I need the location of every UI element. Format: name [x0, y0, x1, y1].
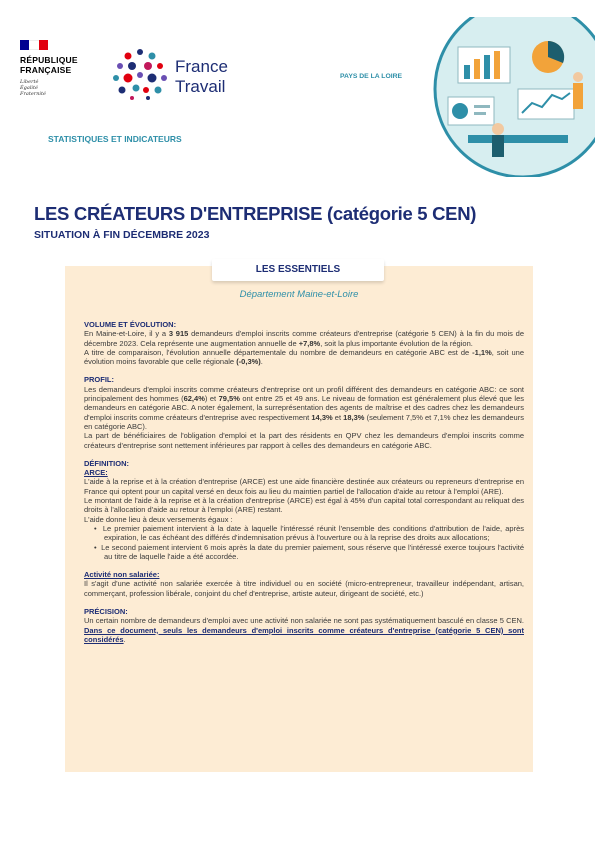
- arce-label: ARCE:: [84, 468, 108, 478]
- arce-paragraph-1: L'aide à la reprise et à la création d'entreprise (ARCE) est une aide financière destinée aux créateurs ou repreneurs d'entreprise en France qui optent pour un capital versé en deux fois au lieu du maintien partiel de l'allocation d'aide au retour à l'emploi (ARE).: [84, 477, 524, 496]
- essentials-tab: [212, 259, 384, 281]
- page-title: LES CRÉATEURS D'ENTREPRISE (catégorie 5 CEN): [34, 203, 477, 224]
- rf-motto: Liberté Égalité Fraternité: [20, 79, 46, 97]
- precision-emphasis: Dans ce document, seuls les demandeurs d'emploi inscrits comme créateurs d'entreprise (catégorie 5 CEN) sont considérés: [84, 625, 524, 644]
- arce-paragraph-2: Le montant de l'aide à la reprise et à la création d'entreprise (ARCE) est égal à 45% d'un capital total correspondant au reliquat des droits à l'allocation d'aide au retour à l'emploi (ARE) restant.: [84, 496, 524, 515]
- profil-paragraph-1: Les demandeurs d'emploi inscrits comme créateurs d'entreprise ont un profil différent des demandeurs en catégorie ABC: ce sont principalement des hommes (62,4%) et 79,5% ont entre 25 et 49 ans. Le niveau de formation est généralement plus élevé que les demandeurs en catégorie ABC. A noter également, la surreprésentation des agents de maîtrise et des cadres chez les demandeurs d'emploi inscrits comme créateurs d'entreprise avec respectivement 14,3% et 18,3% (seulement 7,5% et 7,1% chez les demandeurs en catégorie ABC).: [84, 384, 525, 431]
- precision-heading: PRÉCISION:: [84, 607, 128, 617]
- activite-label: Activité non salariée:: [84, 570, 160, 580]
- arce-bullet-2: • Le second paiement intervient 6 mois après la date du premier paiement, sous réserve que l'intéressé exerce toujours l'activité au titre de laquelle l'aide a été accordée.: [94, 542, 524, 561]
- arce-bullet-1: • Le premier paiement intervient à la date à laquelle l'intéressé réunit l'ensemble des conditions d'attribution de l'aide, après expiration, le cas échéant des différés d'indemnisation prévus à l'ouverture ou à la reprise des droits aux allocations;: [94, 523, 524, 543]
- precision-paragraph: Un certain nombre de demandeurs d'emploi avec une activité non salariée ne sont pas systématiquement basculé en classe 5 CEN. Dans ce document, seuls les demandeurs d'emploi inscrits comme créateurs d'entreprise (catégorie 5 CEN) sont considérés.: [84, 616, 524, 644]
- page-subtitle: SITUATION À FIN DÉCEMBRE 2023: [34, 229, 210, 241]
- france-travail-logo: [112, 48, 252, 100]
- essentials-title: LES ESSENTIELS: [255, 264, 341, 275]
- activite-paragraph: Il s'agit d'une activité non salariée exercée à titre individuel ou en société (micro-entrepreneur, travailleur indépendant, artisan, commerçant, profession libérale, conjoint du chef d'entreprise, artiste auteur, dirigeant de société, etc.): [84, 579, 524, 598]
- volume-paragraph-1: En Maine-et-Loire, il y a 3 915 demandeurs d'emploi inscrits comme créateurs d'entreprise (catégorie 5 CEN) à la fin du mois de décembre 2023. Cela représente une augmentation annuelle de +7,8%, soit la plus importante évolution de la région.: [84, 329, 524, 348]
- french-flag-icon: [20, 40, 48, 50]
- profil-heading: PROFIL:: [84, 375, 114, 385]
- section-label: STATISTIQUES ET INDICATEURS: [48, 134, 182, 144]
- rf-name: RÉPUBLIQUE FRANÇAISE: [20, 55, 78, 75]
- france-travail-dots-icon: [112, 48, 168, 100]
- france-travail-wordmark: France Travail: [175, 57, 228, 96]
- essentials-content: [84, 320, 524, 644]
- region-label: PAYS DE LA LOIRE: [340, 73, 403, 80]
- arce-paragraph-3: L'aide donne lieu à deux versements égaux :: [84, 514, 233, 524]
- republique-francaise-logo: [20, 40, 100, 97]
- statistics-illustration: [428, 17, 595, 177]
- volume-paragraph-2: A titre de comparaison, l'évolution annuelle départementale du nombre de demandeurs en catégorie ABC est de -1,1%, soit une évolution moins favorable que celle régionale (-0,3%).: [84, 347, 524, 367]
- volume-heading: VOLUME ET ÉVOLUTION:: [84, 320, 177, 329]
- department-label: Département Maine-et-Loire: [239, 289, 359, 300]
- definition-heading: DÉFINITION:: [84, 458, 129, 468]
- profil-paragraph-2: La part de bénéficiaires de l'obligation d'emploi et la part des résidents en QPV chez les demandeurs d'emploi inscrits comme créateurs d'entreprise sont nettement inférieures par rapport à celles des demandeurs en catégorie ABC.: [84, 431, 524, 450]
